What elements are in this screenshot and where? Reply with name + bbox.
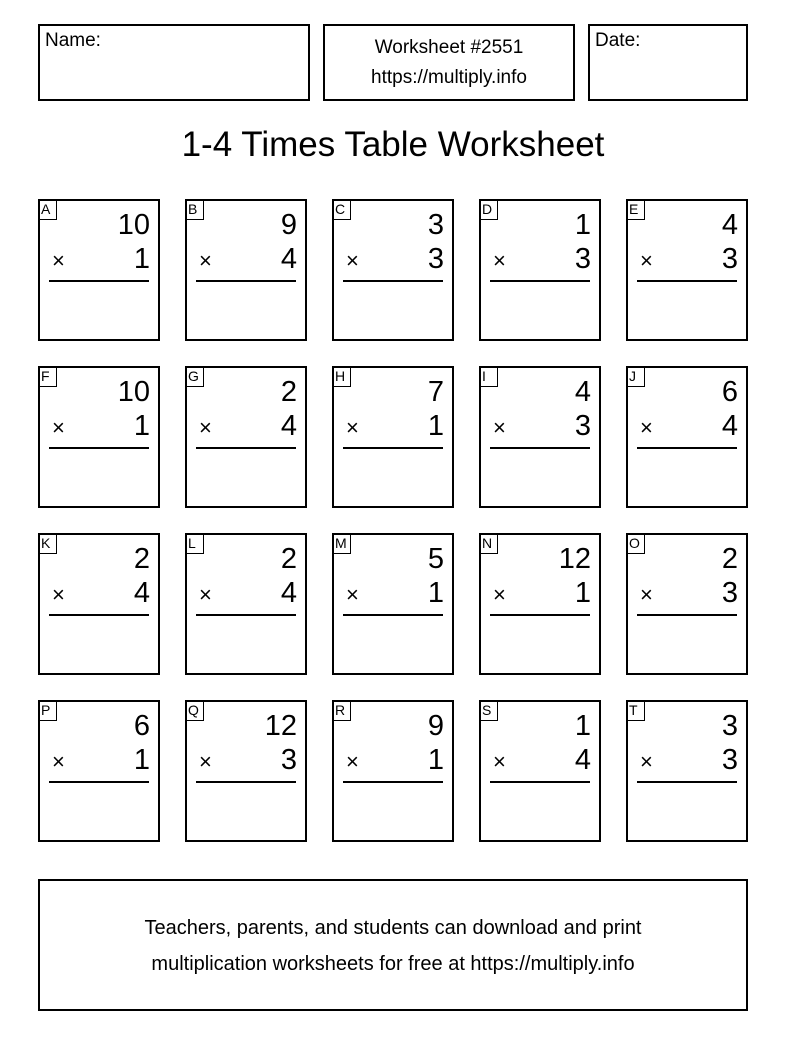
multiplicand: 2	[280, 376, 297, 408]
name-field-box[interactable]	[38, 24, 310, 101]
multiplier: 1	[574, 577, 591, 609]
answer-line	[637, 781, 737, 783]
multiplier: 4	[280, 410, 297, 442]
multiplicand: 2	[133, 543, 150, 575]
problem-box[interactable]	[185, 533, 307, 675]
page-title: 1-4 Times Table Worksheet	[181, 125, 605, 164]
answer-line	[49, 614, 149, 616]
problem-box[interactable]	[332, 366, 454, 508]
multiplicand: 1	[574, 209, 591, 241]
multiplicand: 4	[574, 376, 591, 408]
multiplicand: 12	[264, 710, 297, 742]
answer-line	[490, 447, 590, 449]
times-sign: ×	[346, 415, 359, 440]
answer-line	[490, 614, 590, 616]
multiplicand: 1	[574, 710, 591, 742]
multiplier: 4	[280, 577, 297, 609]
times-sign: ×	[52, 248, 65, 273]
problem-letter: F	[38, 366, 57, 387]
problem-letter: R	[332, 700, 351, 721]
times-sign: ×	[493, 749, 506, 774]
answer-line	[637, 614, 737, 616]
multiplicand: 2	[280, 543, 297, 575]
problem-letter: C	[332, 199, 351, 220]
times-sign: ×	[346, 582, 359, 607]
times-sign: ×	[52, 749, 65, 774]
times-sign: ×	[493, 248, 506, 273]
multiplicand: 10	[117, 376, 150, 408]
problem-letter: I	[479, 366, 498, 387]
problem-letter: J	[626, 366, 645, 387]
answer-line	[49, 280, 149, 282]
problem-letter: D	[479, 199, 498, 220]
multiplier: 1	[427, 577, 444, 609]
worksheet-url: https://multiply.info	[371, 67, 527, 88]
multiplicand: 3	[427, 209, 444, 241]
multiplicand: 2	[721, 543, 738, 575]
multiplier: 3	[721, 744, 738, 776]
answer-line	[637, 280, 737, 282]
multiplicand: 3	[721, 710, 738, 742]
problem-box[interactable]	[38, 199, 160, 341]
problem-box[interactable]	[626, 700, 748, 842]
answer-line	[343, 614, 443, 616]
problem-box[interactable]	[38, 533, 160, 675]
problem-box[interactable]	[479, 366, 601, 508]
answer-line	[196, 280, 296, 282]
multiplier: 3	[427, 243, 444, 275]
answer-line	[637, 447, 737, 449]
answer-line	[343, 280, 443, 282]
multiplier: 1	[427, 744, 444, 776]
times-sign: ×	[346, 248, 359, 273]
multiplier: 4	[721, 410, 738, 442]
footer-box	[38, 879, 748, 1011]
problem-letter: T	[626, 700, 645, 721]
problem-letter: Q	[185, 700, 204, 721]
name-label: Name:	[45, 30, 101, 51]
problem-letter: E	[626, 199, 645, 220]
problem-box[interactable]	[479, 700, 601, 842]
problem-letter: G	[185, 366, 204, 387]
problem-box[interactable]	[38, 366, 160, 508]
problem-box[interactable]	[185, 700, 307, 842]
worksheet-number: Worksheet #2551	[374, 37, 524, 58]
multiplicand: 7	[427, 376, 444, 408]
problem-box[interactable]	[626, 366, 748, 508]
multiplier: 1	[133, 410, 150, 442]
worksheet-info-box	[323, 24, 575, 101]
answer-line	[196, 614, 296, 616]
problem-box[interactable]	[626, 199, 748, 341]
problem-grid	[38, 199, 750, 844]
times-sign: ×	[640, 248, 653, 273]
answer-line	[196, 447, 296, 449]
times-sign: ×	[640, 415, 653, 440]
times-sign: ×	[52, 582, 65, 607]
multiplier: 3	[574, 410, 591, 442]
multiplicand: 10	[117, 209, 150, 241]
times-sign: ×	[199, 749, 212, 774]
answer-line	[49, 781, 149, 783]
answer-line	[49, 447, 149, 449]
multiplier: 3	[721, 243, 738, 275]
times-sign: ×	[199, 248, 212, 273]
multiplicand: 12	[558, 543, 591, 575]
multiplicand: 5	[427, 543, 444, 575]
multiplier: 1	[133, 243, 150, 275]
answer-line	[490, 781, 590, 783]
times-sign: ×	[346, 749, 359, 774]
multiplicand: 6	[133, 710, 150, 742]
multiplier: 1	[133, 744, 150, 776]
problem-letter: M	[332, 533, 351, 554]
problem-letter: A	[38, 199, 57, 220]
times-sign: ×	[640, 749, 653, 774]
multiplier: 1	[427, 410, 444, 442]
problem-box[interactable]	[626, 533, 748, 675]
problem-box[interactable]	[332, 533, 454, 675]
multiplier: 4	[280, 243, 297, 275]
times-sign: ×	[493, 415, 506, 440]
problem-box[interactable]	[185, 366, 307, 508]
date-field-box[interactable]	[588, 24, 748, 101]
answer-line	[343, 781, 443, 783]
multiplicand: 9	[427, 710, 444, 742]
problem-box[interactable]	[185, 199, 307, 341]
problem-letter: B	[185, 199, 204, 220]
times-sign: ×	[493, 582, 506, 607]
problem-box[interactable]	[479, 199, 601, 341]
footer-line-1: Teachers, parents, and students can download and print	[144, 917, 642, 939]
problem-box[interactable]	[479, 533, 601, 675]
problem-box[interactable]	[38, 700, 160, 842]
problem-letter: H	[332, 366, 351, 387]
answer-line	[490, 280, 590, 282]
date-label: Date:	[595, 30, 641, 51]
problem-box[interactable]	[332, 199, 454, 341]
times-sign: ×	[199, 415, 212, 440]
multiplicand: 9	[280, 209, 297, 241]
problem-letter: P	[38, 700, 57, 721]
problem-letter: L	[185, 533, 204, 554]
times-sign: ×	[640, 582, 653, 607]
times-sign: ×	[52, 415, 65, 440]
problem-letter: O	[626, 533, 645, 554]
multiplier: 3	[574, 243, 591, 275]
problem-letter: N	[479, 533, 498, 554]
multiplier: 4	[133, 577, 150, 609]
problem-box[interactable]	[332, 700, 454, 842]
footer-line-2: multiplication worksheets for free at https://multiply.info	[151, 953, 635, 975]
multiplicand: 4	[721, 209, 738, 241]
answer-line	[343, 447, 443, 449]
multiplier: 3	[280, 744, 297, 776]
times-sign: ×	[199, 582, 212, 607]
answer-line	[196, 781, 296, 783]
multiplier: 3	[721, 577, 738, 609]
problem-letter: S	[479, 700, 498, 721]
multiplier: 4	[574, 744, 591, 776]
problem-letter: K	[38, 533, 57, 554]
multiplicand: 6	[721, 376, 738, 408]
